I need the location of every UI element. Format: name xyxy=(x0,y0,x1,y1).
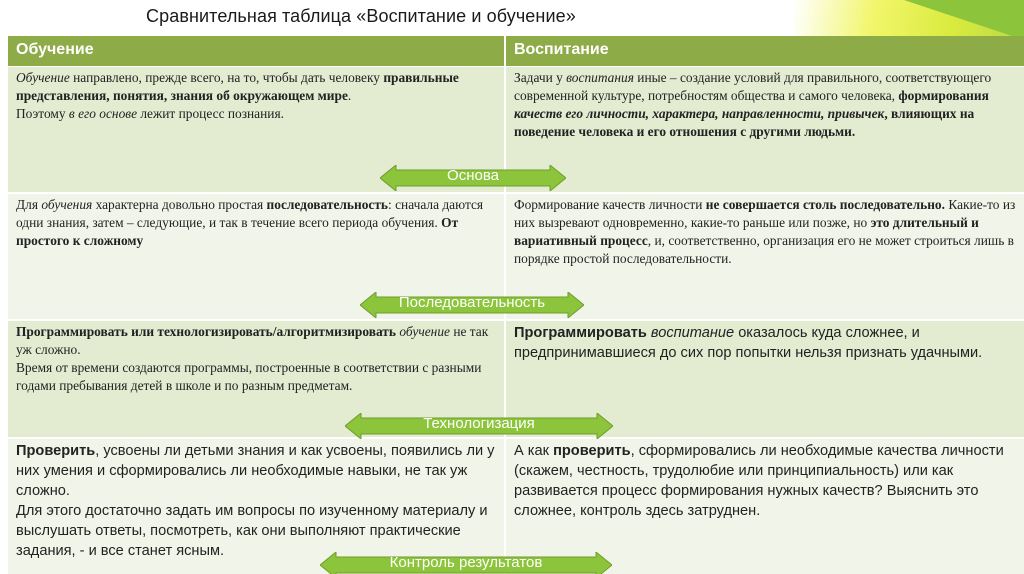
arrow-label-osnova: Основа xyxy=(447,167,499,184)
page-title: Сравнительная таблица «Воспитание и обучение» xyxy=(146,6,576,26)
text-segment: оказалось куда сложнее, и предпринимавшиеся до сих пор попытки нельзя признать удачными. xyxy=(514,325,983,361)
text-segment: Проверить xyxy=(16,443,96,459)
text-segment: , сформировались ли необходимые качества личности (скажем, честность, трудолюбие или принципиальность) или как развивается процесс формирования нужных качеств? Выяснить это сложнее, контроль здесь затруднен. xyxy=(514,443,1004,519)
arrow-osnova xyxy=(380,165,566,191)
arrow-tehnologizaciya xyxy=(345,413,613,439)
text-segment: , усвоены ли детьми знания и как усвоены, появились ли у них умения и сформировались ли необходимые навыки, не так уж сложно. xyxy=(16,443,495,499)
text-segment: обучение xyxy=(399,324,450,339)
header-vospitanie: Воспитание xyxy=(506,36,1024,66)
column-divider xyxy=(504,66,506,574)
text-segment: Какие-то из них вызревают одновременно, какие-то раньше или позже, но xyxy=(514,197,1016,230)
text-segment: А как xyxy=(514,443,554,459)
text-segment: правильные представления, понятия, знания об окружающем мире xyxy=(16,70,459,103)
text-segment: воспитания xyxy=(566,70,634,85)
text-segment: Для этого достаточно задать им вопросы по изученному материалу и выслушать ответы, посмотреть, как они выполняют практические задания, - и все станет ясным. xyxy=(16,503,488,559)
text-segment: . xyxy=(347,88,352,103)
text-segment: последовательность xyxy=(266,197,389,212)
arrow-kontrol xyxy=(320,552,612,574)
text-segment: в его основе xyxy=(68,106,138,121)
decorative-corner-green xyxy=(904,0,1024,40)
text-segment: Программировать или технологизировать/алгоритмизировать xyxy=(16,324,396,339)
text-segment: проверить xyxy=(553,443,631,459)
arrow-posledovatelnost xyxy=(360,292,584,318)
text-segment: Для xyxy=(16,197,42,212)
header-obuchenie: Обучение xyxy=(8,36,504,66)
text-segment: : сначала даются одни знания, затем – следующие, и так в течение всего периода обучения. xyxy=(16,197,484,230)
text-segment: воспитание xyxy=(650,325,735,341)
text-segment: обучения xyxy=(41,197,93,212)
text-segment: это длительный и вариативный процесс xyxy=(514,215,979,248)
text-segment: направлено, прежде всего, на то, чтобы дать человеку xyxy=(69,70,384,85)
text-segment: , и, соответственно, организация его не может строиться лишь в порядке простой последовательности. xyxy=(514,233,1014,266)
text-segment: Время от времени создаются программы, построенные в соответствии с разными годами пребывания детей в школе и по разным предметам. xyxy=(16,360,482,393)
row-divider xyxy=(8,192,1024,194)
text-segment: От простого к сложному xyxy=(16,215,459,248)
text-segment: качеств его личности, характера, направленности, привычек xyxy=(514,106,885,121)
text-segment: Поэтому xyxy=(16,106,69,121)
text-segment: не так уж сложно. xyxy=(16,324,489,357)
row-divider xyxy=(8,319,1024,321)
text-segment: иные – создание условий для правильного, соответствующего современной культуре, потребностям общества и самого человека, xyxy=(514,70,992,103)
text-segment: формирования xyxy=(898,88,989,103)
text-segment: Задачи у xyxy=(514,70,567,85)
text-segment: не совершается столь последовательно. xyxy=(705,197,945,212)
arrow-label-tehnologizaciya: Технологизация xyxy=(423,415,535,432)
text-segment: Формирование качеств личности xyxy=(514,197,706,212)
text-segment: Программировать xyxy=(514,325,647,341)
text-segment: Обучение xyxy=(16,70,70,85)
text-segment: характерна довольно простая xyxy=(92,197,267,212)
arrow-label-posledovatelnost: Последовательность xyxy=(398,294,546,311)
arrow-label-kontrol: Контроль результатов xyxy=(389,554,543,571)
text-segment: , влияющих на поведение человека и его отношения с другими людьми. xyxy=(514,106,975,139)
text-segment: лежит процесс познания. xyxy=(137,106,284,121)
